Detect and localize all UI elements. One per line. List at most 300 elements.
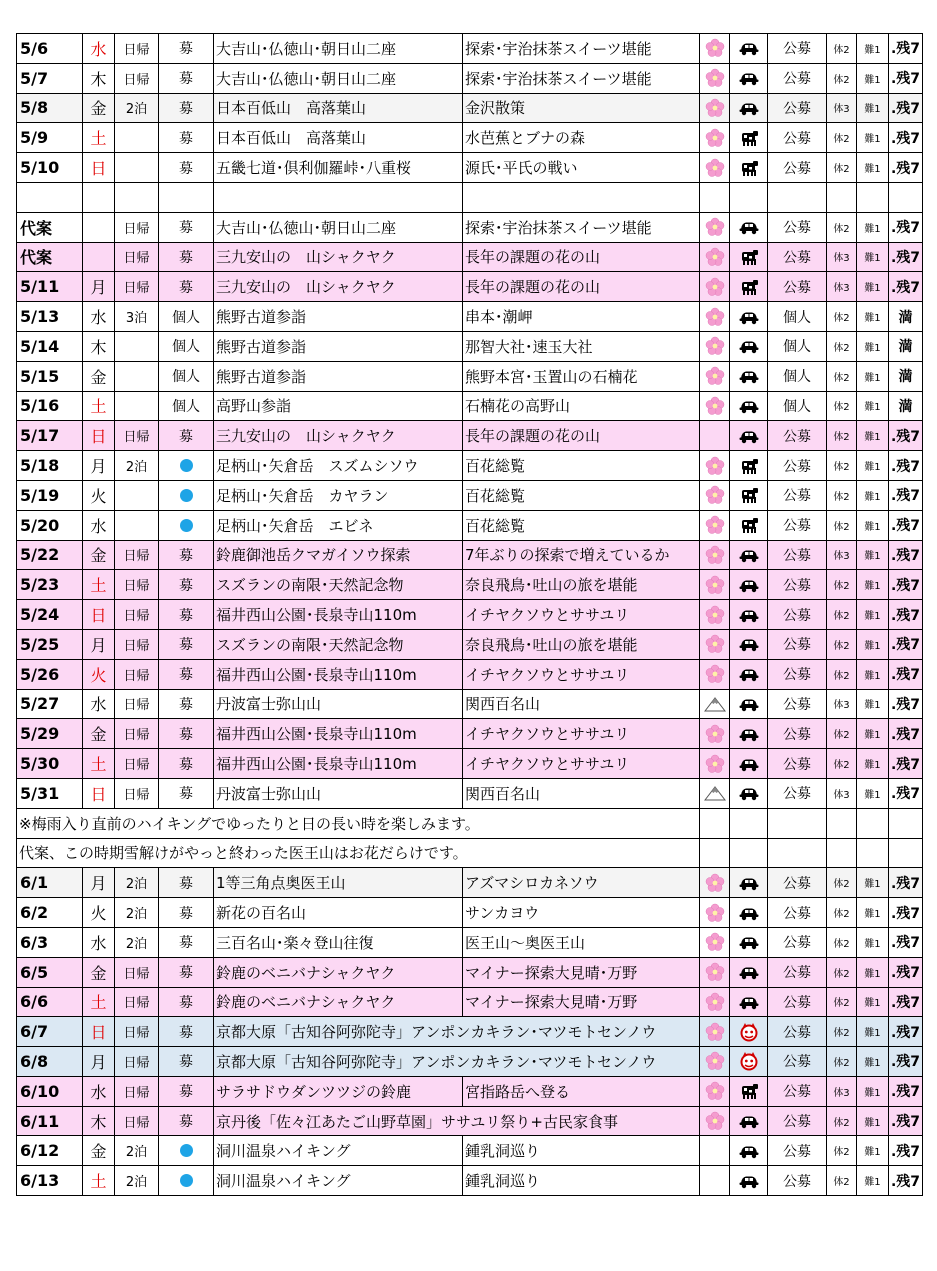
date-cell: 5/18 <box>17 451 83 481</box>
transport-cell <box>730 182 768 212</box>
transport-cell <box>730 212 768 242</box>
weekday-cell: 土 <box>83 1166 115 1196</box>
transport-cell <box>730 421 768 451</box>
flower-cell <box>700 570 730 600</box>
stamina-cell: 体2 <box>827 63 857 93</box>
remaining-cell: .残7 <box>889 510 923 540</box>
recruit-cell: 公募 <box>768 749 827 779</box>
flower-cell <box>700 302 730 332</box>
trip-length-cell: 日帰 <box>115 719 159 749</box>
empty-cell <box>857 808 889 838</box>
car-icon <box>730 964 767 980</box>
date-cell: 5/25 <box>17 629 83 659</box>
table-row <box>17 63 923 93</box>
remaining-cell: .残7 <box>889 719 923 749</box>
car-icon <box>730 607 767 623</box>
mountain-cell: 鈴鹿のベニバナシャクヤク <box>214 987 463 1017</box>
remaining-cell: .残7 <box>889 659 923 689</box>
date-cell: 6/1 <box>17 868 83 898</box>
cow-icon <box>730 456 767 476</box>
date-cell: 6/3 <box>17 927 83 957</box>
stamina-cell: 体2 <box>827 510 857 540</box>
transport-cell <box>730 689 768 719</box>
date-cell: 6/2 <box>17 898 83 928</box>
recruit-cell: 公募 <box>768 570 827 600</box>
date-cell: 代案 <box>17 212 83 242</box>
flower-cell <box>700 451 730 481</box>
weekday-cell: 土 <box>83 570 115 600</box>
recruit-cell: 公募 <box>768 1166 827 1196</box>
remaining-cell: .残7 <box>889 1166 923 1196</box>
stamina-cell: 体2 <box>827 1017 857 1047</box>
weekday-cell: 土 <box>83 391 115 421</box>
flower-cell <box>700 987 730 1017</box>
flower-icon <box>700 724 729 744</box>
flower-icon <box>700 158 729 178</box>
weekday-cell: 日 <box>83 421 115 451</box>
theme-cell: イチヤクソウとササユリ <box>463 719 700 749</box>
difficulty-cell: 難1 <box>857 331 889 361</box>
flower-icon <box>700 277 729 297</box>
blue-dot-icon <box>180 1174 193 1187</box>
theme-cell: 鍾乳洞巡り <box>463 1136 700 1166</box>
recruit-cell: 公募 <box>768 510 827 540</box>
trip-length-cell <box>115 361 159 391</box>
date-cell: 5/13 <box>17 302 83 332</box>
weekday-cell: 月 <box>83 629 115 659</box>
type-cell: 募 <box>159 1047 214 1077</box>
trip-length-cell <box>115 480 159 510</box>
car-icon <box>730 785 767 801</box>
table-row <box>17 689 923 719</box>
table-row <box>17 778 923 808</box>
theme-cell: 探索･宇治抹茶スイーツ堪能 <box>463 212 700 242</box>
table-row <box>17 570 923 600</box>
flower-icon <box>700 873 729 893</box>
cow-icon <box>730 247 767 267</box>
stamina-cell: 体2 <box>827 1136 857 1166</box>
type-cell: 個人 <box>159 361 214 391</box>
stamina-cell: 体3 <box>827 242 857 272</box>
flower-icon <box>700 515 729 535</box>
type-cell: 募 <box>159 629 214 659</box>
car-icon <box>730 905 767 921</box>
type-cell: 募 <box>159 1076 214 1106</box>
stamina-cell: 体3 <box>827 1076 857 1106</box>
flower-cell <box>700 153 730 183</box>
table-row <box>17 540 923 570</box>
stamina-cell <box>827 182 857 212</box>
flower-cell <box>700 1136 730 1166</box>
weekday-cell: 金 <box>83 1136 115 1166</box>
difficulty-cell: 難1 <box>857 600 889 630</box>
empty-cell <box>730 838 768 868</box>
flower-icon <box>700 1051 729 1071</box>
stamina-cell: 体2 <box>827 1166 857 1196</box>
recruit-cell: 公募 <box>768 63 827 93</box>
weekday-cell: 金 <box>83 540 115 570</box>
theme-cell: 宮指路岳へ登る <box>463 1076 700 1106</box>
remaining-cell: .残7 <box>889 1136 923 1166</box>
theme-cell: マイナー探索大見晴･万野 <box>463 957 700 987</box>
mountain-cell: 大吉山･仏徳山･朝日山二座 <box>214 63 463 93</box>
remaining-cell: .残7 <box>889 629 923 659</box>
empty-cell <box>730 808 768 838</box>
mountain-icon <box>700 785 729 801</box>
mountain-cell: 高野山参詣 <box>214 391 463 421</box>
type-cell: 募 <box>159 719 214 749</box>
date-cell: 6/13 <box>17 1166 83 1196</box>
mountain-cell: 福井西山公園･長泉寺山110m <box>214 749 463 779</box>
recruit-cell: 公募 <box>768 34 827 64</box>
empty-cell <box>889 808 923 838</box>
table-row <box>17 1166 923 1196</box>
trip-length-cell: 日帰 <box>115 540 159 570</box>
theme-cell: 熊野本宮･玉置山の石楠花 <box>463 361 700 391</box>
car-icon <box>730 368 767 384</box>
type-cell: 募 <box>159 63 214 93</box>
stamina-cell: 体2 <box>827 600 857 630</box>
date-cell: 5/14 <box>17 331 83 361</box>
date-cell: 5/20 <box>17 510 83 540</box>
stamina-cell: 体2 <box>827 570 857 600</box>
recruit-cell: 公募 <box>768 778 827 808</box>
cow-icon <box>730 128 767 148</box>
difficulty-cell: 難1 <box>857 123 889 153</box>
type-cell <box>159 510 214 540</box>
trip-length-cell: 日帰 <box>115 212 159 242</box>
flower-cell <box>700 212 730 242</box>
transport-cell <box>730 1047 768 1077</box>
flower-icon <box>700 1081 729 1101</box>
trip-length-cell: 日帰 <box>115 957 159 987</box>
car-icon <box>730 666 767 682</box>
car-icon <box>730 1143 767 1159</box>
car-icon <box>730 40 767 56</box>
blue-dot-icon <box>180 1144 193 1157</box>
remaining-cell: .残7 <box>889 540 923 570</box>
difficulty-cell: 難1 <box>857 272 889 302</box>
type-cell: 募 <box>159 570 214 600</box>
difficulty-cell: 難1 <box>857 212 889 242</box>
stamina-cell: 体2 <box>827 331 857 361</box>
flower-icon <box>700 634 729 654</box>
date-cell: 6/12 <box>17 1136 83 1166</box>
trip-length-cell: 日帰 <box>115 242 159 272</box>
date-cell: 5/16 <box>17 391 83 421</box>
theme-cell: 探索･宇治抹茶スイーツ堪能 <box>463 34 700 64</box>
type-cell: 募 <box>159 540 214 570</box>
date-cell: 5/10 <box>17 153 83 183</box>
mountain-cell: 熊野古道参詣 <box>214 331 463 361</box>
trip-length-cell: 日帰 <box>115 421 159 451</box>
cow-icon <box>730 1081 767 1101</box>
date-cell: 6/11 <box>17 1106 83 1136</box>
difficulty-cell: 難1 <box>857 629 889 659</box>
theme-cell: 串本･潮岬 <box>463 302 700 332</box>
difficulty-cell: 難1 <box>857 63 889 93</box>
flower-cell <box>700 1017 730 1047</box>
flower-cell <box>700 331 730 361</box>
flower-cell <box>700 898 730 928</box>
remaining-cell: .残7 <box>889 153 923 183</box>
recruit-cell: 公募 <box>768 957 827 987</box>
mountain-cell: 足柄山･矢倉岳 スズムシソウ <box>214 451 463 481</box>
transport-cell <box>730 1076 768 1106</box>
stamina-cell: 体2 <box>827 34 857 64</box>
remaining-cell: .残7 <box>889 1017 923 1047</box>
remaining-cell: .残7 <box>889 1106 923 1136</box>
trip-length-cell: 3泊 <box>115 302 159 332</box>
car-icon <box>730 219 767 235</box>
stamina-cell: 体2 <box>827 302 857 332</box>
flower-icon <box>700 366 729 386</box>
car-icon <box>730 875 767 891</box>
car-icon <box>730 309 767 325</box>
transport-cell <box>730 749 768 779</box>
mountain-cell: 鈴鹿のベニバナシャクヤク <box>214 957 463 987</box>
stamina-cell: 体2 <box>827 123 857 153</box>
flower-icon <box>700 545 729 565</box>
trip-length-cell: 日帰 <box>115 1047 159 1077</box>
transport-cell <box>730 719 768 749</box>
type-cell: 募 <box>159 242 214 272</box>
transport-cell <box>730 570 768 600</box>
table-row <box>17 331 923 361</box>
remaining-cell: 満 <box>889 331 923 361</box>
type-cell: 募 <box>159 987 214 1017</box>
weekday-cell: 金 <box>83 93 115 123</box>
recruit-cell: 公募 <box>768 153 827 183</box>
trip-length-cell: 2泊 <box>115 1136 159 1166</box>
mountain-cell: 福井西山公園･長泉寺山110m <box>214 600 463 630</box>
car-icon <box>730 696 767 712</box>
theme-cell: 百花総覧 <box>463 480 700 510</box>
cow-icon <box>730 485 767 505</box>
table-row <box>17 1017 923 1047</box>
remaining-cell: .残7 <box>889 927 923 957</box>
theme-cell: アズマシロカネソウ <box>463 868 700 898</box>
type-cell <box>159 1136 214 1166</box>
weekday-cell <box>83 212 115 242</box>
stamina-cell: 体2 <box>827 868 857 898</box>
mountain-cell: 熊野古道参詣 <box>214 361 463 391</box>
car-icon <box>730 547 767 563</box>
flower-icon <box>700 962 729 982</box>
note-text: ※梅雨入り直前のハイキングでゆったりと日の長い時を楽しみます。 <box>17 808 700 838</box>
trip-length-cell <box>115 331 159 361</box>
remaining-cell: .残7 <box>889 749 923 779</box>
flower-cell <box>700 242 730 272</box>
difficulty-cell: 難1 <box>857 1106 889 1136</box>
stamina-cell: 体2 <box>827 719 857 749</box>
flower-icon <box>700 456 729 476</box>
trip-length-cell <box>115 510 159 540</box>
difficulty-cell: 難1 <box>857 1136 889 1166</box>
mountain-cell: 丹波富士弥山山 <box>214 689 463 719</box>
date-cell: 6/6 <box>17 987 83 1017</box>
recruit-cell: 公募 <box>768 451 827 481</box>
flower-cell <box>700 749 730 779</box>
remaining-cell: .残7 <box>889 957 923 987</box>
empty-cell <box>768 808 827 838</box>
difficulty-cell: 難1 <box>857 957 889 987</box>
car-icon <box>730 70 767 86</box>
table-row <box>17 600 923 630</box>
recruit-cell: 公募 <box>768 272 827 302</box>
date-cell: 5/23 <box>17 570 83 600</box>
flower-cell <box>700 629 730 659</box>
mountain-cell: 大吉山･仏徳山･朝日山二座 <box>214 34 463 64</box>
table-row <box>17 272 923 302</box>
remaining-cell: .残7 <box>889 272 923 302</box>
flower-cell <box>700 391 730 421</box>
recruit-cell: 公募 <box>768 719 827 749</box>
date-cell: 6/8 <box>17 1047 83 1077</box>
transport-cell <box>730 778 768 808</box>
theme-cell: 百花総覧 <box>463 510 700 540</box>
difficulty-cell: 難1 <box>857 451 889 481</box>
transport-cell <box>730 302 768 332</box>
transport-cell <box>730 898 768 928</box>
theme-cell: イチヤクソウとササユリ <box>463 659 700 689</box>
car-icon <box>730 338 767 354</box>
remaining-cell: .残7 <box>889 570 923 600</box>
type-cell: 募 <box>159 659 214 689</box>
theme-cell: 水芭蕉とブナの森 <box>463 123 700 153</box>
type-cell: 個人 <box>159 391 214 421</box>
trip-length-cell: 日帰 <box>115 570 159 600</box>
remaining-cell <box>889 182 923 212</box>
difficulty-cell: 難1 <box>857 34 889 64</box>
transport-cell <box>730 63 768 93</box>
remaining-cell: .残7 <box>889 34 923 64</box>
remaining-cell: .残7 <box>889 689 923 719</box>
transport-cell <box>730 1166 768 1196</box>
weekday-cell <box>83 242 115 272</box>
transport-cell <box>730 957 768 987</box>
remaining-cell: .残7 <box>889 123 923 153</box>
table-row <box>17 93 923 123</box>
transport-cell <box>730 272 768 302</box>
flower-icon <box>700 754 729 774</box>
flower-cell <box>700 63 730 93</box>
stamina-cell: 体2 <box>827 361 857 391</box>
flower-icon <box>700 932 729 952</box>
recruit-cell: 公募 <box>768 421 827 451</box>
date-cell: 5/19 <box>17 480 83 510</box>
date-cell: 5/27 <box>17 689 83 719</box>
flower-cell <box>700 689 730 719</box>
theme-cell: 奈良飛鳥･吐山の旅を堪能 <box>463 629 700 659</box>
flower-icon <box>700 38 729 58</box>
table-row <box>17 629 923 659</box>
mountain-cell: 洞川温泉ハイキング <box>214 1166 463 1196</box>
difficulty-cell: 難1 <box>857 242 889 272</box>
theme-cell: イチヤクソウとササユリ <box>463 749 700 779</box>
mountain-cell: 大吉山･仏徳山･朝日山二座 <box>214 212 463 242</box>
flower-icon <box>700 396 729 416</box>
theme-cell: マイナー探索大見晴･万野 <box>463 987 700 1017</box>
car-icon <box>730 934 767 950</box>
stamina-cell: 体3 <box>827 272 857 302</box>
theme-cell: 百花総覧 <box>463 451 700 481</box>
flower-cell <box>700 272 730 302</box>
mountain-cell: 京丹後「佐々江あたご山野草園」ササユリ祭り+古民家食事 <box>214 1106 700 1136</box>
cow-icon <box>730 277 767 297</box>
trip-length-cell: 2泊 <box>115 927 159 957</box>
date-cell: 5/9 <box>17 123 83 153</box>
difficulty-cell: 難1 <box>857 93 889 123</box>
theme-cell: 奈良飛鳥･吐山の旅を堪能 <box>463 570 700 600</box>
trip-length-cell: 2泊 <box>115 451 159 481</box>
weekday-cell: 木 <box>83 1106 115 1136</box>
trip-length-cell: 日帰 <box>115 778 159 808</box>
recruit-cell: 公募 <box>768 1076 827 1106</box>
difficulty-cell: 難1 <box>857 927 889 957</box>
table-row <box>17 451 923 481</box>
table-row <box>17 34 923 64</box>
recruit-cell: 公募 <box>768 123 827 153</box>
stamina-cell: 体2 <box>827 421 857 451</box>
remaining-cell: .残7 <box>889 987 923 1017</box>
trip-length-cell: 日帰 <box>115 1017 159 1047</box>
empty-cell <box>700 808 730 838</box>
recruit-cell: 公募 <box>768 1106 827 1136</box>
difficulty-cell: 難1 <box>857 540 889 570</box>
recruit-cell: 公募 <box>768 629 827 659</box>
difficulty-cell: 難1 <box>857 570 889 600</box>
difficulty-cell: 難1 <box>857 659 889 689</box>
difficulty-cell: 難1 <box>857 689 889 719</box>
difficulty-cell: 難1 <box>857 391 889 421</box>
table-row <box>17 659 923 689</box>
theme-cell: 源氏･平氏の戦い <box>463 153 700 183</box>
stamina-cell: 体3 <box>827 689 857 719</box>
mountain-cell: 丹波富士弥山山 <box>214 778 463 808</box>
empty-cell <box>889 838 923 868</box>
difficulty-cell: 難1 <box>857 1017 889 1047</box>
theme-cell: 探索･宇治抹茶スイーツ堪能 <box>463 63 700 93</box>
weekday-cell: 火 <box>83 659 115 689</box>
oni-icon <box>730 1051 767 1071</box>
mountain-cell: 福井西山公園･長泉寺山110m <box>214 659 463 689</box>
flower-icon <box>700 903 729 923</box>
stamina-cell: 体2 <box>827 957 857 987</box>
weekday-cell: 日 <box>83 1017 115 1047</box>
stamina-cell: 体2 <box>827 927 857 957</box>
theme-cell: サンカヨウ <box>463 898 700 928</box>
date-cell: 6/7 <box>17 1017 83 1047</box>
blue-dot-icon <box>180 459 193 472</box>
mountain-cell: 三百名山･楽々登山往復 <box>214 927 463 957</box>
mountain-cell: 洞川温泉ハイキング <box>214 1136 463 1166</box>
weekday-cell: 日 <box>83 153 115 183</box>
recruit-cell: 個人 <box>768 391 827 421</box>
trip-length-cell <box>115 391 159 421</box>
mountain-cell: 足柄山･矢倉岳 カヤラン <box>214 480 463 510</box>
weekday-cell: 水 <box>83 34 115 64</box>
theme-cell: 7年ぶりの探索で増えているか <box>463 540 700 570</box>
recruit-cell: 個人 <box>768 302 827 332</box>
trip-length-cell: 日帰 <box>115 659 159 689</box>
recruit-cell: 個人 <box>768 331 827 361</box>
transport-cell <box>730 868 768 898</box>
transport-cell <box>730 510 768 540</box>
recruit-cell: 公募 <box>768 242 827 272</box>
mountain-icon <box>700 696 729 712</box>
table-row <box>17 1076 923 1106</box>
